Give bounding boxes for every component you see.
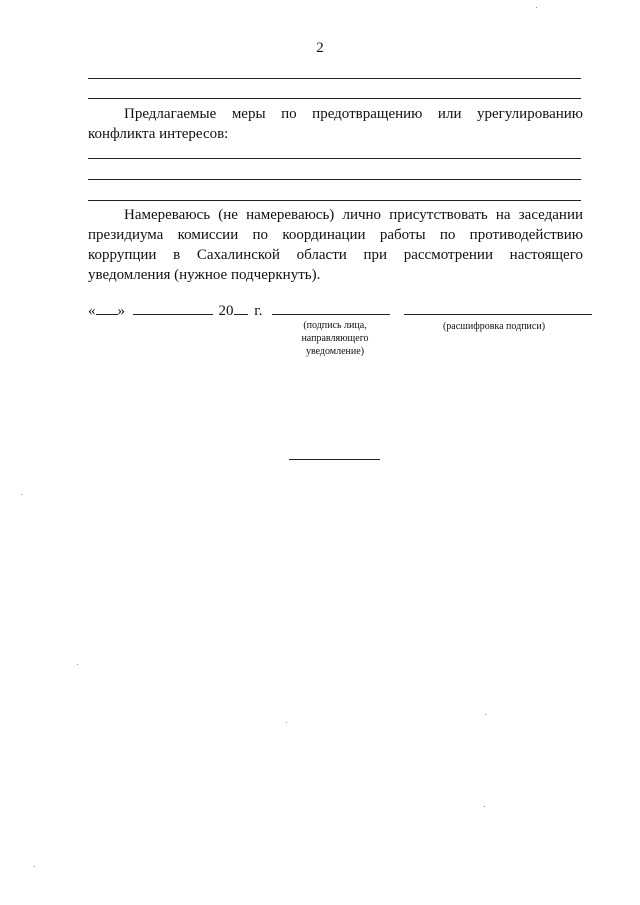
scan-speck (286, 722, 287, 723)
day-blank (96, 300, 118, 315)
blank-line (88, 98, 581, 99)
year-suffix: г. (254, 303, 263, 319)
blank-line (88, 179, 581, 180)
scan-speck (536, 7, 537, 8)
blank-line (88, 78, 581, 79)
signature-caption: (подпись лица, направляющего уведомление) (301, 320, 369, 357)
scan-speck (21, 494, 22, 495)
date-signature-row (88, 300, 592, 320)
blank-line (88, 158, 581, 159)
quote-open: « (88, 303, 96, 319)
year-prefix: 20 (218, 303, 234, 319)
quote-close: » (117, 303, 125, 319)
end-rule (289, 459, 380, 460)
scan-speck (485, 714, 486, 715)
scan-speck (34, 866, 35, 867)
signature-blank (272, 300, 390, 315)
year-blank (234, 300, 248, 315)
decoding-blank (404, 300, 592, 315)
scan-speck (484, 806, 485, 807)
intention-paragraph (88, 205, 583, 285)
page-number: 2 (316, 40, 324, 56)
month-blank (133, 300, 213, 315)
scan-speck (77, 664, 78, 665)
blank-line (88, 200, 581, 201)
decoding-caption: (расшифровка подписи) (442, 321, 546, 332)
measures-text: Предлагаемые меры по предотвращению или урегулированию конфликта интересов: (88, 106, 583, 142)
intention-text: Намереваюсь (не намереваюсь) лично присутствовать на заседании президиума комиссии по координации работы по противодействию коррупции в Сахалинской области при рассмотрении настоящего уведомления (нужное подчеркнуть). (88, 207, 583, 283)
measures-paragraph (88, 104, 583, 144)
